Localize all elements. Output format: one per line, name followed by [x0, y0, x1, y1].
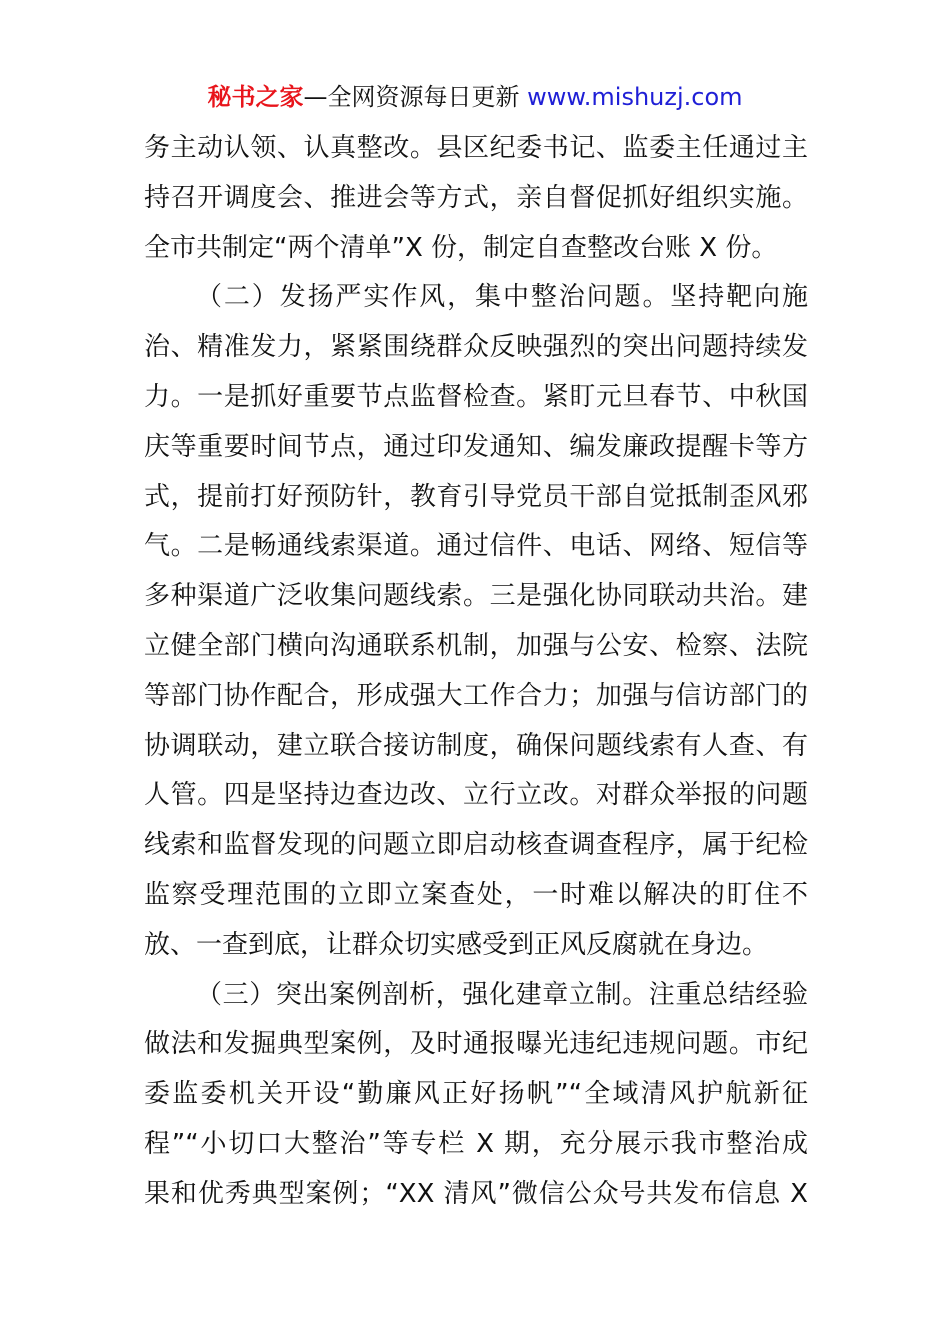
text-line: 程”“小切口大整治”等专栏 X 期，充分展示我市整治成	[144, 1128, 808, 1159]
text-line: 务主动认领、认真整改。县区纪委书记、监委主任通过主	[144, 133, 808, 163]
text-line: 持召开调度会、推进会等方式，亲自督促抓好组织实施。	[144, 182, 808, 213]
site-url-link[interactable]: www.mishuzj.com	[527, 83, 743, 111]
text-line: 做法和发掘典型案例，及时通报曝光违纪违规问题。市纪	[144, 1029, 808, 1060]
text-line: 治、精准发力，紧紧围绕群众反映强烈的突出问题持续发	[144, 332, 808, 363]
section-heading-line: （三）突出案例剖析，强化建章立制。注重总结经验	[196, 979, 808, 1010]
document-body	[144, 124, 808, 1220]
site-slogan: —全网资源每日更新	[303, 83, 528, 111]
text-line: 式，提前打好预防针，教育引导党员干部自觉抵制歪风邪	[144, 481, 808, 512]
text-line: 协调联动，建立联合接访制度，确保问题线索有人查、有	[144, 730, 808, 761]
text-line: 果和优秀典型案例；“XX 清风”微信公众号共发布信息 X	[144, 1178, 808, 1209]
text-line: 全市共制定“两个清单”X 份，制定自查整改台账 X 份。	[144, 232, 778, 263]
text-line: 人管。四是坚持边查边改、立行立改。对群众举报的问题	[144, 780, 808, 811]
text-line: 放、一查到底，让群众切实感受到正风反腐就在身边。	[144, 929, 769, 960]
site-header	[0, 80, 950, 114]
text-line: 庆等重要时间节点，通过印发通知、编发廉政提醒卡等方	[144, 431, 808, 462]
text-line: 力。一是抓好重要节点监督检查。紧盯元旦春节、中秋国	[144, 381, 808, 412]
text-line: 多种渠道广泛收集问题线索。三是强化协同联动共治。建	[144, 581, 808, 612]
site-brand: 秘书之家	[207, 83, 304, 111]
section-heading-line: （二）发扬严实作风，集中整治问题。坚持靶向施	[196, 282, 808, 313]
text-line: 气。二是畅通线索渠道。通过信件、电话、网络、短信等	[144, 531, 808, 562]
text-line: 等部门协作配合，形成强大工作合力；加强与信访部门的	[144, 680, 808, 711]
text-line: 线索和监督发现的问题立即启动核查调查程序，属于纪检	[144, 830, 808, 861]
text-line: 委监委机关开设“勤廉风正好扬帆”“全域清风护航新征	[144, 1079, 808, 1110]
text-line: 监察受理范围的立即立案查处，一时难以解决的盯住不	[144, 879, 808, 910]
text-line: 立健全部门横向沟通联系机制，加强与公安、检察、法院	[144, 630, 808, 661]
